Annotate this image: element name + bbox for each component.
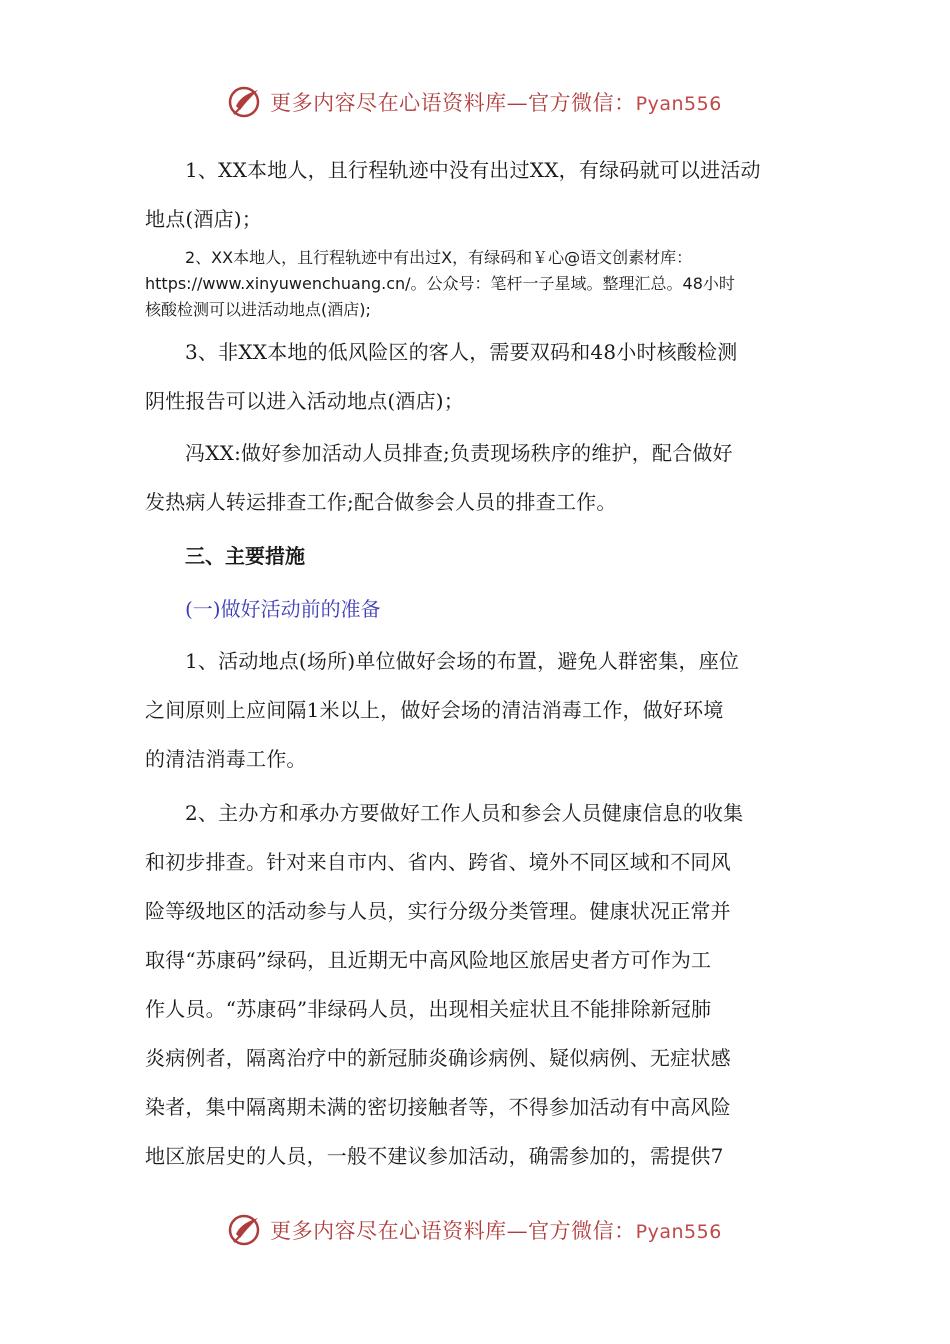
text-line: 冯XX:做好参加活动人员排查;负责现场秩序的维护，配合做好 <box>185 441 733 465</box>
text-line: 地区旅居史的人员，一般不建议参加活动，确需参加的，需提供7 <box>145 1144 724 1168</box>
banner-wechat-id: Pyan556 <box>635 93 722 115</box>
text-line: 地点(酒店)； <box>145 207 263 231</box>
banner-wechat-id: Pyan556 <box>635 1221 722 1243</box>
text-line: 染者，集中隔离期未满的密切接触者等，不得参加活动有中高风险 <box>145 1095 731 1119</box>
text-line: 和初步排查。针对来自市内、省内、跨省、境外不同区域和不同风 <box>145 850 731 874</box>
pen-logo-icon <box>228 1212 264 1248</box>
banner-wechat-label: 官方微信： <box>528 91 636 115</box>
pen-logo-icon <box>228 84 264 120</box>
paragraph-6 <box>145 789 810 1181</box>
banner-title: 更多内容尽在心语资料库 <box>270 91 507 115</box>
subsection-heading: (一)做好活动前的准备 <box>185 597 381 621</box>
text-line: 1、活动地点(场所)单位做好会场的布置，避免人群密集，座位 <box>185 649 740 673</box>
text-line: 取得“苏康码”绿码，且近期无中高风险地区旅居史者方可作为工 <box>145 948 712 972</box>
text-line: 险等级地区的活动参与人员，实行分级分类管理。健康状况正常并 <box>145 899 731 923</box>
text-line: 炎病例者，隔离治疗中的新冠肺炎确诊病例、疑似病例、无症状感 <box>145 1046 731 1070</box>
paragraph-1 <box>145 146 810 244</box>
text-line: 之间原则上应间隔1米以上，做好会场的清洁消毒工作，做好环境 <box>145 698 724 722</box>
banner-dash: — <box>506 91 529 115</box>
header-banner <box>0 82 950 122</box>
text-line: 发热病人转运排查工作;配合做参会人员的排查工作。 <box>145 490 617 514</box>
text-line: 的清洁消毒工作。 <box>145 747 307 771</box>
paragraph-5 <box>145 637 810 784</box>
section-heading: 三、主要措施 <box>185 544 305 568</box>
paragraph-4 <box>145 429 810 527</box>
text-line: https://www.xinyuwenchuang.cn/。公众号：笔杆一子星域。整理汇总。48小时 <box>145 274 735 293</box>
footer-banner <box>0 1210 950 1250</box>
text-line: 2、XX本地人，且行程轨迹中有出过X，有绿码和￥心@语文创素材库： <box>185 248 693 267</box>
text-line: 核酸检测可以进活动地点(酒店); <box>145 300 371 319</box>
paragraph-2 <box>145 245 810 323</box>
paragraph-3 <box>145 328 810 426</box>
banner-title: 更多内容尽在心语资料库 <box>270 1219 507 1243</box>
text-line: 1、XX本地人，且行程轨迹中没有出过XX，有绿码就可以进活动 <box>185 158 761 182</box>
text-line: 作人员。“苏康码”非绿码人员，出现相关症状且不能排除新冠肺 <box>145 997 712 1021</box>
text-line: 2、主办方和承办方要做好工作人员和参会人员健康信息的收集 <box>185 801 744 825</box>
text-line: 3、非XX本地的低风险区的客人，需要双码和48小时核酸检测 <box>185 340 738 364</box>
banner-wechat-label: 官方微信： <box>528 1219 636 1243</box>
text-line: 阴性报告可以进入活动地点(酒店)； <box>145 389 465 413</box>
banner-dash: — <box>506 1219 529 1243</box>
